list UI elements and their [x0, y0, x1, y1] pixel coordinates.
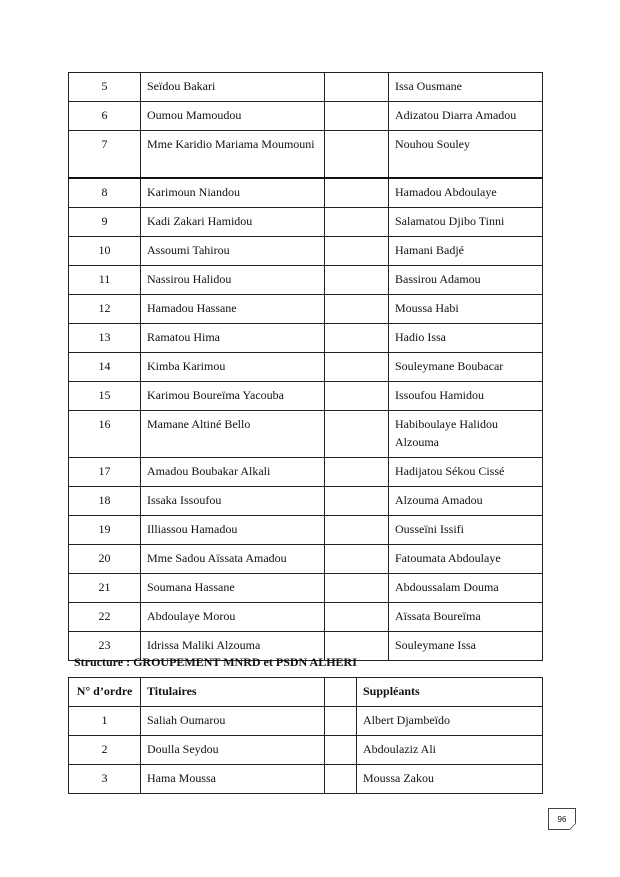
- suppleant-name: Nouhou Souley: [389, 131, 543, 179]
- suppleant-name: Bassirou Adamou: [389, 266, 543, 295]
- table-row: [69, 295, 543, 324]
- titulaire-name: Hamadou Hassane: [141, 295, 325, 324]
- order-number: 12: [69, 295, 141, 324]
- empty-cell: [325, 487, 389, 516]
- order-number: 6: [69, 102, 141, 131]
- table-row: [69, 131, 543, 179]
- page-number: 96: [557, 815, 567, 824]
- empty-cell: [325, 458, 389, 487]
- table-row: [69, 707, 543, 736]
- titulaire-name: Illiassou Hamadou: [141, 516, 325, 545]
- titulaire-name: Idrissa Maliki Alzouma: [141, 632, 325, 661]
- order-number: 1: [69, 707, 141, 736]
- order-number: 19: [69, 516, 141, 545]
- empty-cell: [325, 131, 389, 179]
- order-number: 2: [69, 736, 141, 765]
- suppleant-name: Issa Ousmane: [389, 73, 543, 102]
- titulaire-name: Nassirou Halidou: [141, 266, 325, 295]
- table-row: [69, 178, 543, 208]
- header-order-number: N° d’ordre: [69, 678, 141, 707]
- order-number: 3: [69, 765, 141, 794]
- empty-cell: [325, 707, 357, 736]
- table-row: [69, 603, 543, 632]
- table-row: [69, 382, 543, 411]
- empty-cell: [325, 73, 389, 102]
- suppleant-name: Moussa Zakou: [357, 765, 543, 794]
- suppleant-name: Habiboulaye Halidou Alzouma: [389, 411, 543, 458]
- table-row: [69, 411, 543, 458]
- order-number: 10: [69, 237, 141, 266]
- table-row: [69, 574, 543, 603]
- header-titulaires: Titulaires: [141, 678, 325, 707]
- table-row: [69, 516, 543, 545]
- table-row: [69, 458, 543, 487]
- suppleant-name: Issoufou Hamidou: [389, 382, 543, 411]
- order-number: 17: [69, 458, 141, 487]
- titulaire-name: Assoumi Tahirou: [141, 237, 325, 266]
- order-number: 9: [69, 208, 141, 237]
- order-number: 18: [69, 487, 141, 516]
- table-row: [69, 237, 543, 266]
- order-number: 13: [69, 324, 141, 353]
- titulaire-name: Seïdou Bakari: [141, 73, 325, 102]
- table-row: [69, 353, 543, 382]
- empty-cell: [325, 178, 389, 208]
- suppleant-name: Adizatou Diarra Amadou: [389, 102, 543, 131]
- suppleant-name: Hadijatou Sékou Cissé: [389, 458, 543, 487]
- empty-cell: [325, 382, 389, 411]
- suppleant-name: Souleymane Boubacar: [389, 353, 543, 382]
- empty-cell: [325, 102, 389, 131]
- titulaire-name: Doulla Seydou: [141, 736, 325, 765]
- structure-heading: Structure : GROUPEMENT MNRD et PSDN ALHERI: [74, 655, 357, 669]
- titulaire-name: Issaka Issoufou: [141, 487, 325, 516]
- table-row: [69, 208, 543, 237]
- titulaire-name: Mamane Altiné Bello: [141, 411, 325, 458]
- suppleant-name: Abdoussalam Douma: [389, 574, 543, 603]
- empty-cell: [325, 765, 357, 794]
- order-number: 8: [69, 178, 141, 208]
- titulaire-name: Amadou Boubakar Alkali: [141, 458, 325, 487]
- titulaire-name: Kimba Karimou: [141, 353, 325, 382]
- titulaire-name: Ramatou Hima: [141, 324, 325, 353]
- empty-cell: [325, 237, 389, 266]
- titulaire-name: Mme Sadou Aïssata Amadou: [141, 545, 325, 574]
- table-row: [69, 102, 543, 131]
- suppleant-name: Fatoumata Abdoulaye: [389, 545, 543, 574]
- empty-cell: [325, 736, 357, 765]
- titulaire-name: Abdoulaye Morou: [141, 603, 325, 632]
- titulaire-name: Soumana Hassane: [141, 574, 325, 603]
- empty-cell: [325, 516, 389, 545]
- table-row: [69, 487, 543, 516]
- titulaire-name: Karimou Boureïma Yacouba: [141, 382, 325, 411]
- suppleant-name: Aïssata Boureïma: [389, 603, 543, 632]
- empty-cell: [325, 545, 389, 574]
- order-number: 21: [69, 574, 141, 603]
- order-number: 11: [69, 266, 141, 295]
- suppleant-name: Moussa Habi: [389, 295, 543, 324]
- structure-candidates-table: [68, 677, 543, 794]
- page-fold-corner-icon: [569, 823, 576, 830]
- order-number: 23: [69, 632, 141, 661]
- empty-cell: [325, 353, 389, 382]
- candidates-table-continued: [68, 72, 543, 661]
- order-number: 16: [69, 411, 141, 458]
- empty-cell: [325, 603, 389, 632]
- order-number: 5: [69, 73, 141, 102]
- suppleant-name: Hamadou Abdoulaye: [389, 178, 543, 208]
- table-row: [69, 736, 543, 765]
- table-row: [69, 73, 543, 102]
- table-row: [69, 545, 543, 574]
- titulaire-name: Mme Karidio Mariama Moumouni: [141, 131, 325, 179]
- table-row: [69, 765, 543, 794]
- order-number: 14: [69, 353, 141, 382]
- suppleant-name: Alzouma Amadou: [389, 487, 543, 516]
- suppleant-name: Salamatou Djibo Tinni: [389, 208, 543, 237]
- empty-cell: [325, 324, 389, 353]
- empty-cell: [325, 411, 389, 458]
- suppleant-name: Albert Djambeïdo: [357, 707, 543, 736]
- suppleant-name: Ousseïni Issifi: [389, 516, 543, 545]
- titulaire-name: Hama Moussa: [141, 765, 325, 794]
- empty-cell: [325, 208, 389, 237]
- titulaire-name: Kadi Zakari Hamidou: [141, 208, 325, 237]
- order-number: 22: [69, 603, 141, 632]
- order-number: 15: [69, 382, 141, 411]
- page-number-box: [548, 808, 576, 830]
- titulaire-name: Oumou Mamoudou: [141, 102, 325, 131]
- empty-cell: [325, 295, 389, 324]
- suppleant-name: Souleymane Issa: [389, 632, 543, 661]
- table-header-row: [69, 678, 543, 707]
- empty-cell: [325, 266, 389, 295]
- order-number: 7: [69, 131, 141, 179]
- table-row: [69, 266, 543, 295]
- suppleant-name: Hadio Issa: [389, 324, 543, 353]
- titulaire-name: Karimoun Niandou: [141, 178, 325, 208]
- suppleant-name: Abdoulaziz Ali: [357, 736, 543, 765]
- table-row: [69, 324, 543, 353]
- order-number: 20: [69, 545, 141, 574]
- titulaire-name: Saliah Oumarou: [141, 707, 325, 736]
- empty-cell: [325, 574, 389, 603]
- suppleant-name: Hamani Badjé: [389, 237, 543, 266]
- header-suppleants: Suppléants: [357, 678, 543, 707]
- empty-header-cell: [325, 678, 357, 707]
